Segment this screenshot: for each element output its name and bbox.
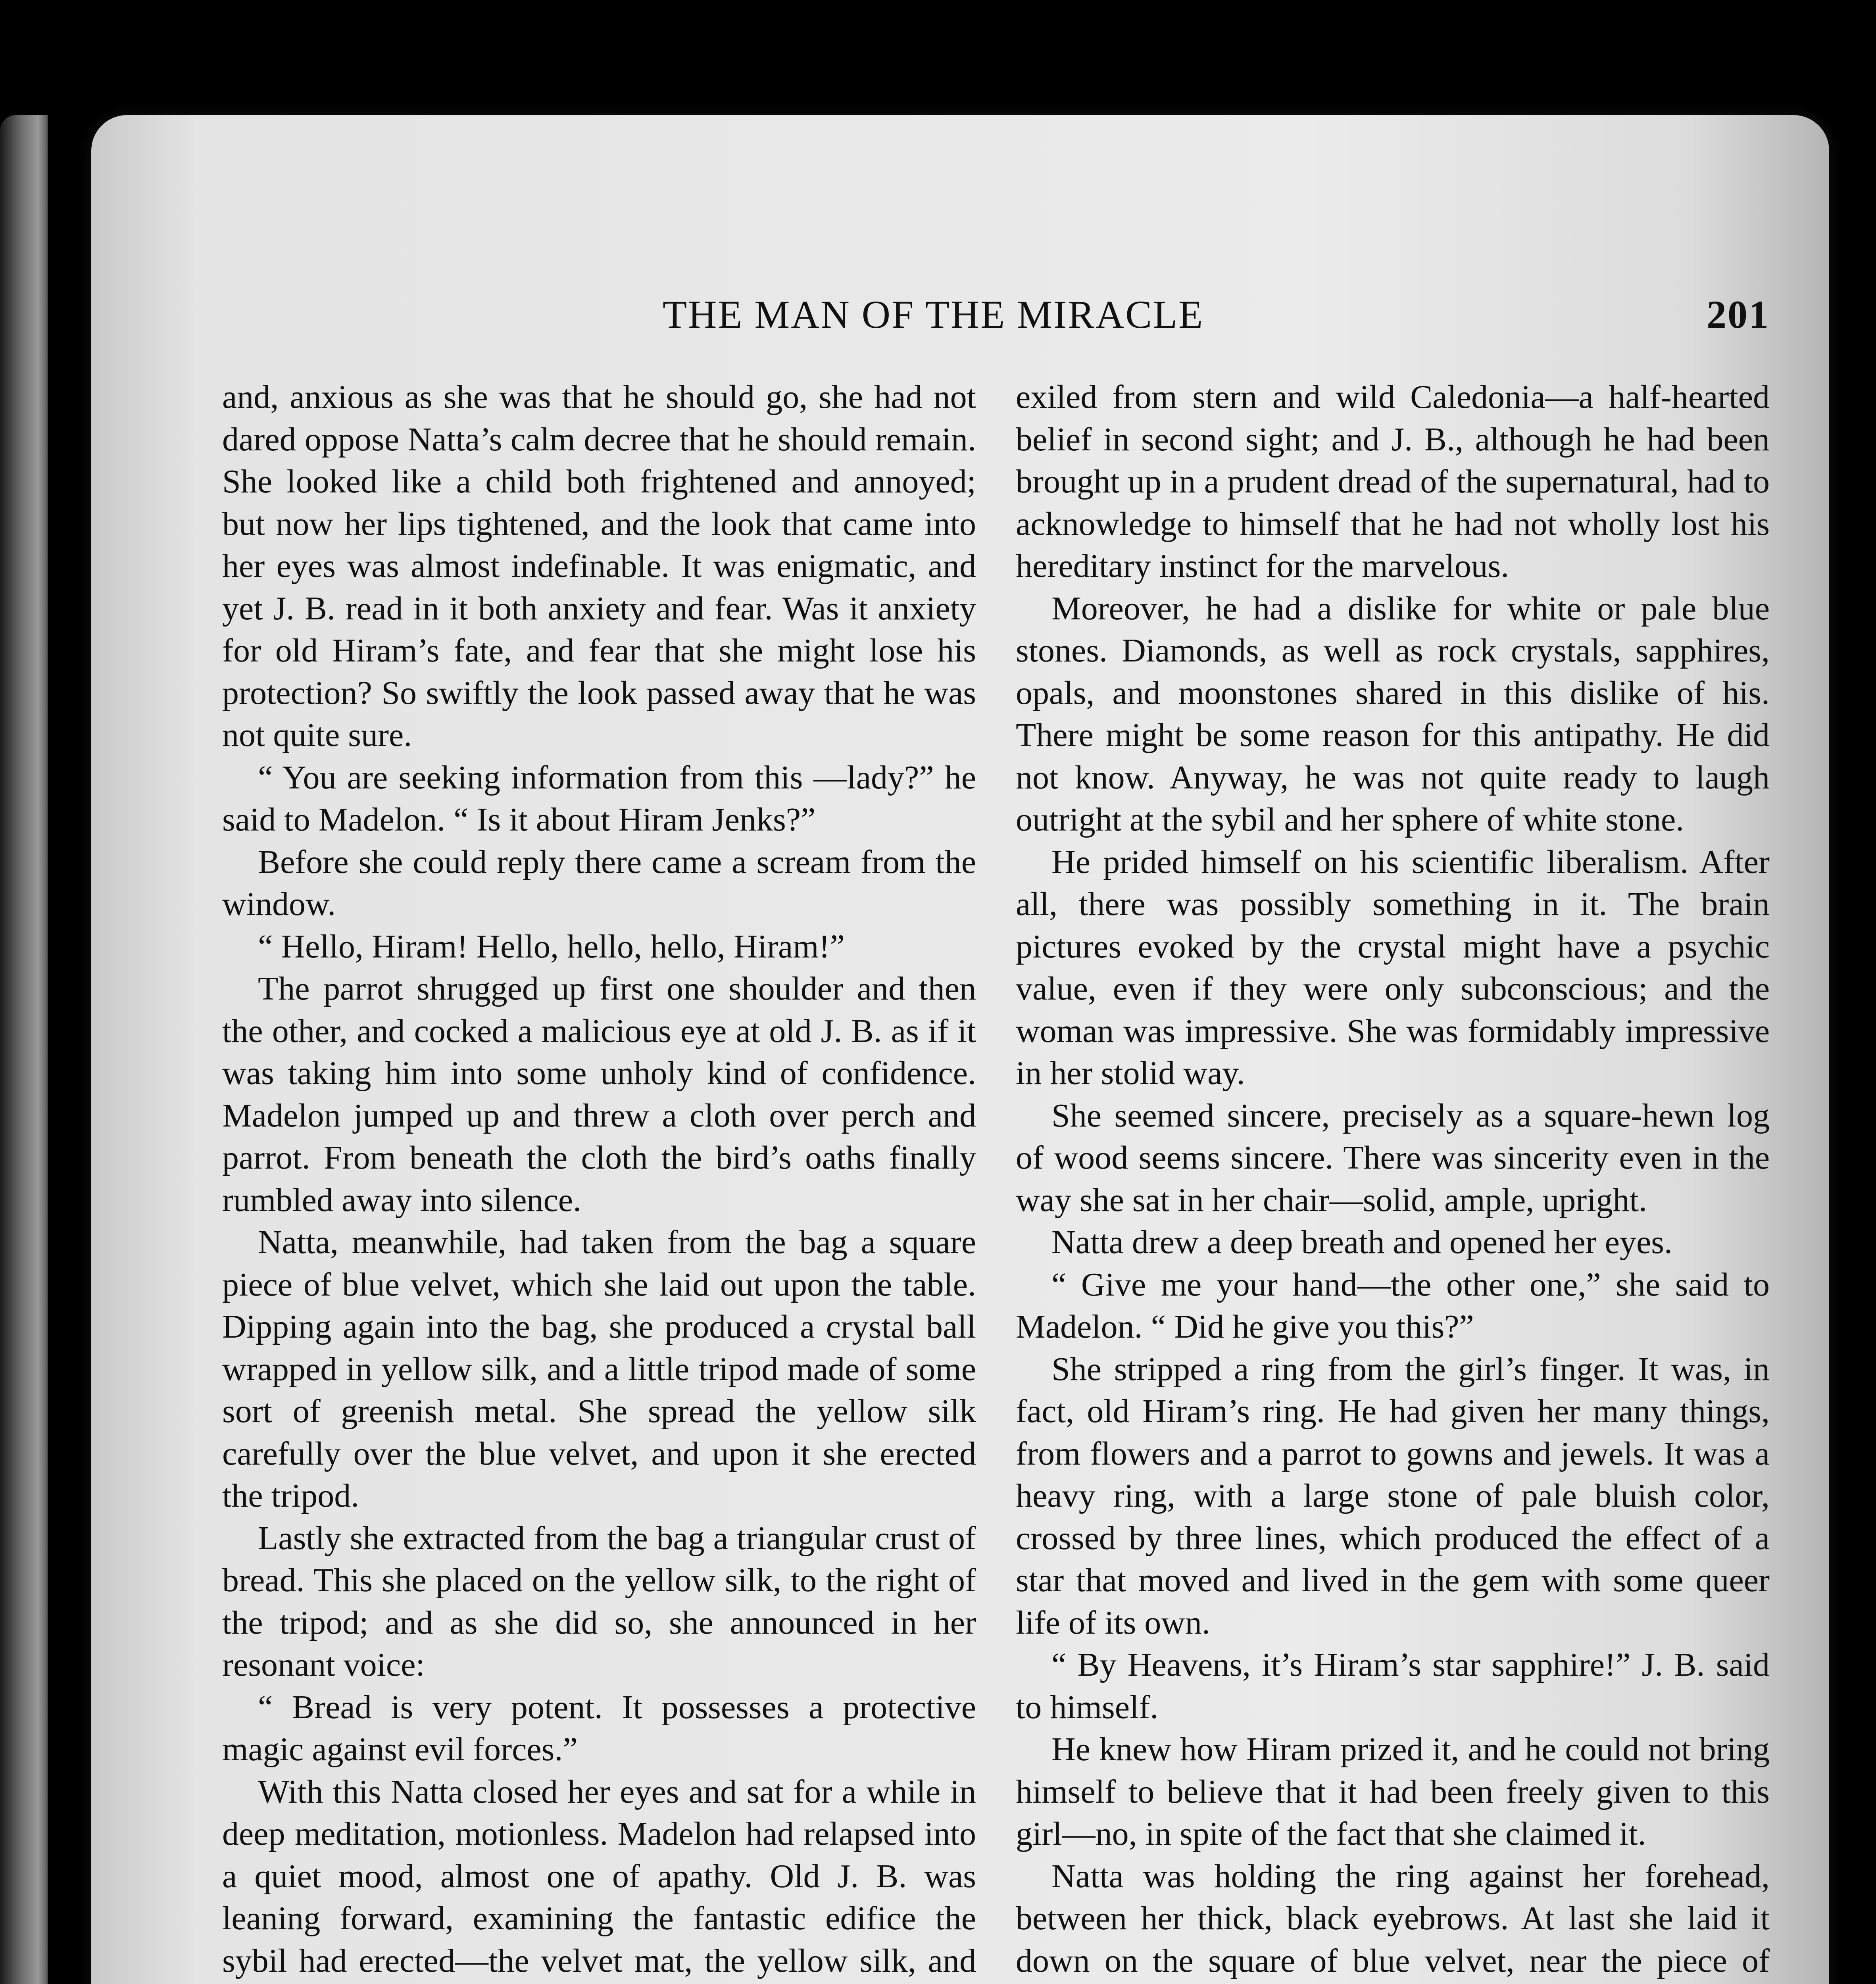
page-header	[663, 292, 1770, 355]
paragraph: “ You are seeking information from this —lady?” he said to Madelon. “ Is it about Hiram Jenks?”	[222, 759, 976, 838]
page-number: 201	[1707, 292, 1770, 336]
paragraph: With this Natta closed her eyes and sat for a while in deep meditation, motionless. Madelon had relapsed into a quiet mood, almost one of apathy. Old J. B. was leaning forward, examining the fantastic edifice the sybil had erected—the velvet mat, the yellow silk, and	[222, 1773, 976, 1979]
paragraph: Natta, meanwhile, had taken from the bag a square piece of blue velvet, which she laid out upon the table. Dipping again into the bag, she produced a crystal ball wrapped in yellow silk, and a little tripod made of some sort of greenish metal. She spread the yellow silk carefully over the blue velvet, and upon it she erected the tripod.	[222, 1224, 976, 1514]
paragraph: and, anxious as she was that he should go, she had not dared oppose Natta’s calm decree that he should remain. She looked like a child both frightened and annoyed; but now her lips tightened, and the look that came into her eyes was almost indefinable. It was enigmatic, and yet J. B. read in it both anxiety and fear. Was it anxiety for old Hiram’s fate, and fear that she might lose his protection? So swiftly the look passed away that he was not quite sure.	[222, 379, 976, 754]
paragraph: “ By Heavens, it’s Hiram’s star sapphire!” J. B. said to himself.	[1016, 1646, 1770, 1726]
paragraph: “ Bread is very potent. It possesses a protective magic against evil forces.”	[222, 1688, 976, 1768]
running-title: THE MAN OF THE MIRACLE	[663, 292, 1204, 336]
paragraph: Moreover, he had a dislike for white or pale blue stones. Diamonds, as well as rock crystals, sapphires, opals, and moonstones shared in this dislike of his. There might be some reason for this antipathy. He did not know. Anyway, he was not quite ready to laugh outright at the sybil and her sphere of white stone.	[1016, 590, 1770, 838]
paragraph: He prided himself on his scientific liberalism. After all, there was possibly something in it. The brain pictures evoked by the crystal might have a psychic value, even if they were only subconscious; and the woman was impressive. She was formidably impressive in her stolid way.	[1016, 843, 1770, 1092]
left-column	[222, 376, 976, 1984]
facing-page-edge	[0, 115, 48, 1984]
paragraph: “ Hello, Hiram! Hello, hello, hello, Hiram!”	[258, 928, 845, 965]
paragraph: The parrot shrugged up first one shoulder and then the other, and cocked a malicious eye at old J. B. as if it was taking him into some unholy kind of confidence. Madelon jumped up and threw a cloth over perch and parrot. From beneath the cloth the bird’s oaths finally rumbled away into silence.	[222, 970, 976, 1219]
paragraph: Before she could reply there came a scream from the window.	[222, 843, 976, 923]
paragraph: exiled from stern and wild Caledonia—a half-hearted belief in second sight; and J. B., although he had been brought up in a prudent dread of the supernatural, had to acknowledge to himself that he had not wholly lost his hereditary instinct for the marvelous.	[1016, 379, 1770, 584]
paragraph: Natta was holding the ring against her forehead, between her thick, black eyebrows. At last she laid it down on the square of blue velvet, near the piece of	[1016, 1857, 1770, 1979]
paragraph: Natta drew a deep breath and opened her eyes.	[1051, 1224, 1672, 1261]
paragraph: He knew how Hiram prized it, and he could not bring himself to believe that it had been freely given to this girl—no, in spite of the fact that she claimed it.	[1016, 1731, 1770, 1852]
paragraph: “ Give me your hand—the other one,” she said to Madelon. “ Did he give you this?”	[1016, 1266, 1770, 1345]
right-column	[1016, 376, 1770, 1984]
paragraph: She stripped a ring from the girl’s finger. It was, in fact, old Hiram’s ring. He had given her many things, from flowers and a parrot to gowns and jewels. It was a heavy ring, with a large stone of pale bluish color, crossed by three lines, which produced the effect of a star that moved and lived in the gem with some queer life of its own.	[1016, 1350, 1770, 1641]
paragraph: Lastly she extracted from the bag a triangular crust of bread. This she placed on the yellow silk, to the right of the tripod; and as she did so, she announced in her resonant voice:	[222, 1519, 976, 1683]
paragraph: She seemed sincere, precisely as a square-hewn log of wood seems sincere. There was sincerity even in the way she sat in her chair—solid, ample, upright.	[1016, 1097, 1770, 1219]
